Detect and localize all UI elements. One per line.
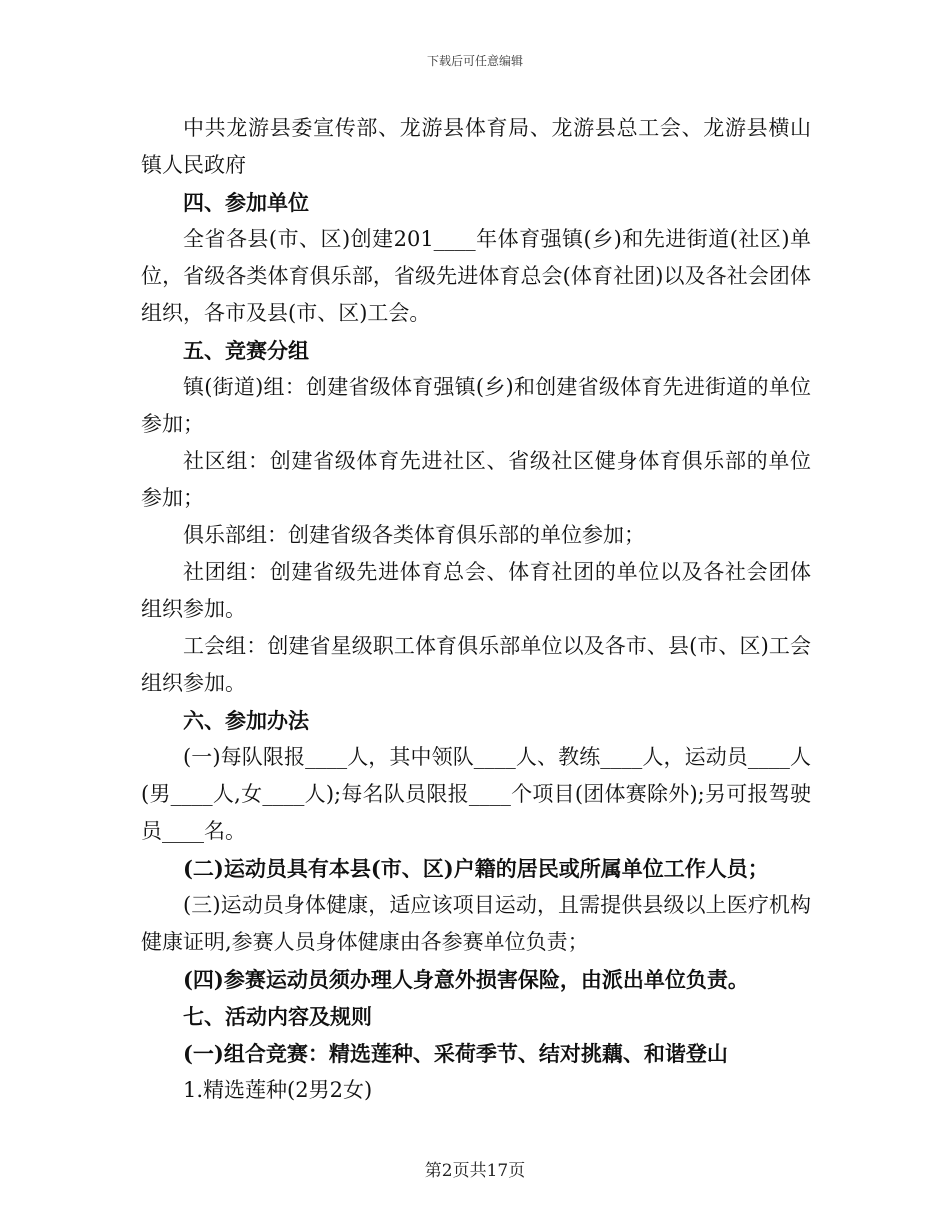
paragraph-club-group: 俱乐部组：创建省级各类体育俱乐部的单位参加； [183, 523, 645, 547]
paragraph-event-1: 1.精选莲种(2男2女) [183, 1078, 373, 1102]
page-number: 第2页共17页 [424, 1161, 526, 1181]
section-heading-participants: 四、参加单位 [183, 190, 309, 215]
paragraph-organizers: 中共龙游县委宣传部、龙游县体育局、龙游县总工会、龙游县横山镇人民政府 [141, 116, 811, 177]
paragraph-town-group: 镇(街道)组：创建省级体育强镇(乡)和创建省级体育先进街道的单位参加； [141, 375, 811, 436]
paragraph-society-group: 社团组：创建省级先进体育总会、体育社团的单位以及各社会团体组织参加。 [141, 560, 811, 621]
paragraph-community-group: 社区组：创建省级体育先进社区、省级社区健身体育俱乐部的单位参加； [141, 449, 811, 510]
page-header: 下载后可任意编辑 [426, 54, 523, 68]
section-heading-rules: 七、活动内容及规则 [183, 1004, 372, 1029]
paragraph-residency: (二)运动员具有本县(市、区)户籍的居民或所属单位工作人员； [183, 856, 769, 881]
document-body [141, 110, 811, 1109]
paragraph-union-group: 工会组：创建省星级职工体育俱乐部单位以及各市、县(市、区)工会组织参加。 [141, 634, 811, 695]
paragraph-health: (三)运动员身体健康，适应该项目运动，且需提供县级以上医疗机构健康证明,参赛人员身体健康由各参赛单位负责； [141, 893, 811, 954]
section-heading-groups: 五、竞赛分组 [183, 338, 309, 363]
paragraph-combined-events: (一)组合竞赛：精选莲种、采荷季节、结对挑藕、和谐登山 [183, 1041, 728, 1066]
paragraph-insurance: (四)参赛运动员须办理人身意外损害保险，由派出单位负责。 [183, 967, 749, 992]
paragraph-participant-units: 全省各县(市、区)创建201____年体育强镇(乡)和先进街道(社区)单位，省级各类体育俱乐部，省级先进体育总会(体育社团)以及各社会团体组织，各市及县(市、区)工会。 [141, 227, 811, 325]
section-heading-method: 六、参加办法 [183, 708, 309, 733]
paragraph-team-quota: (一)每队限报____人，其中领队____人、教练____人，运动员____人(男____人,女____人);每名队员限报____个项目(团体赛除外);另可报驾驶员____名。 [141, 745, 811, 843]
